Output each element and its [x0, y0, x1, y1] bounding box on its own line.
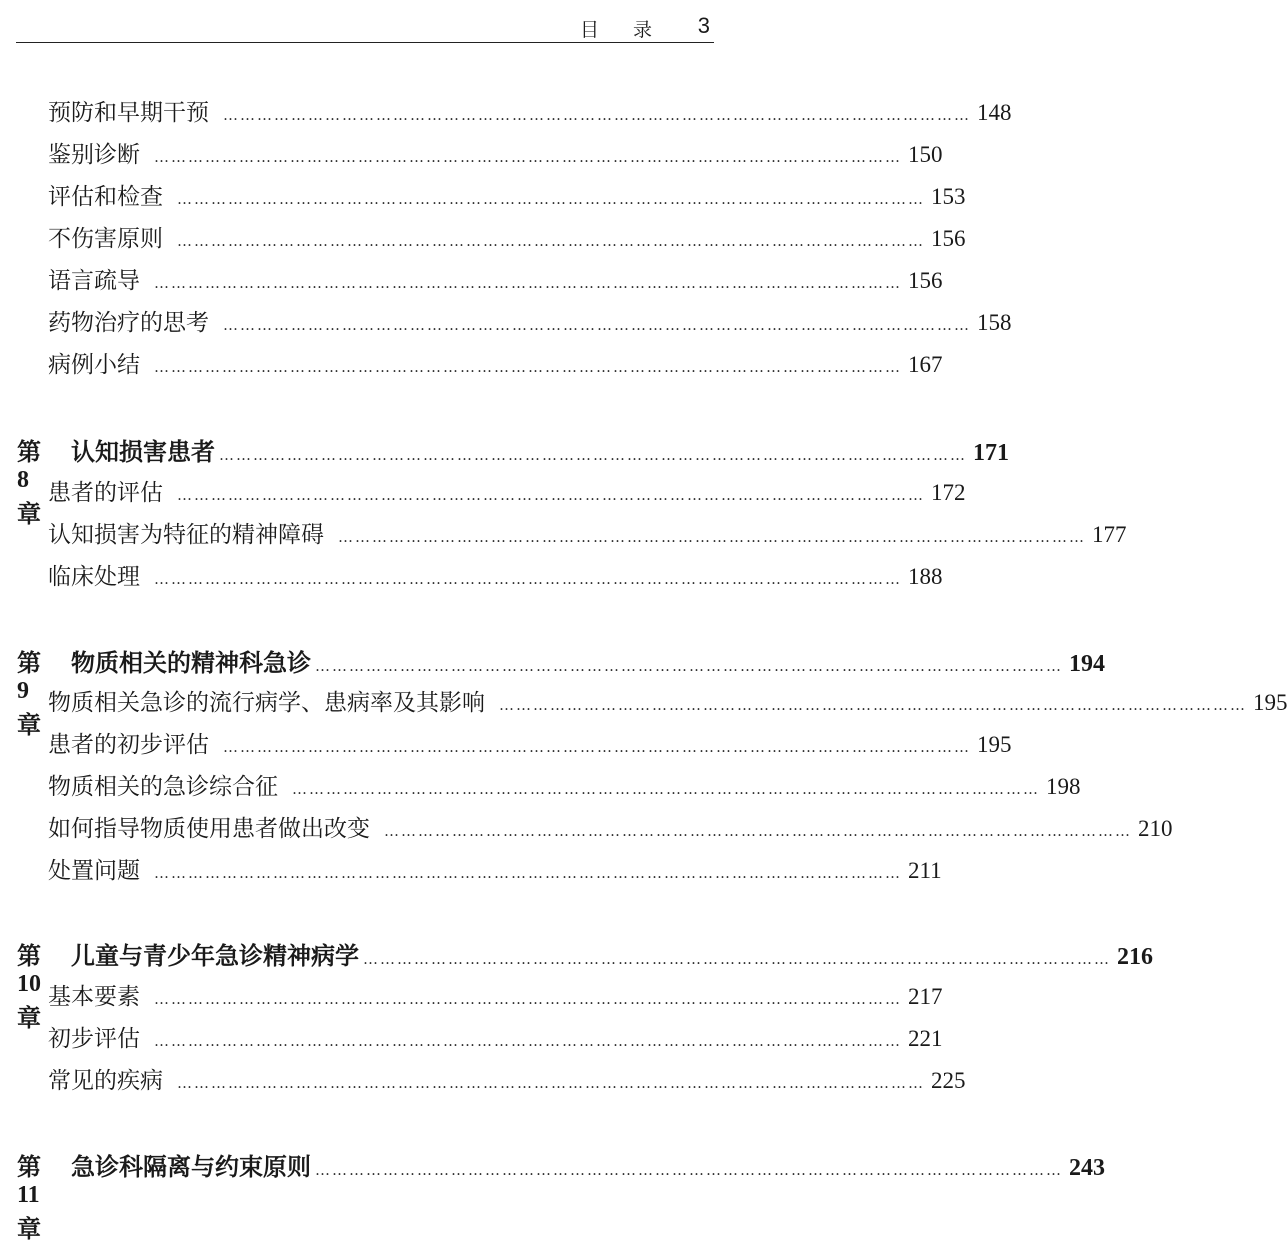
dot-leader: …………………………………………………………………………………………………………………… — [363, 950, 1111, 968]
entry-title: 病例小结 — [48, 352, 140, 378]
entry-page: 177 — [1092, 522, 1127, 547]
entry-title: 患者的初步评估 — [48, 732, 209, 758]
entry-title: 鉴别诊断 — [48, 142, 140, 168]
toc-entry[interactable] — [48, 178, 966, 210]
toc-entry[interactable] — [48, 262, 943, 294]
dot-leader: …………………………………………………………………………………………………………………… — [154, 358, 902, 376]
entry-page: 188 — [908, 564, 943, 589]
dot-leader: …………………………………………………………………………………………………………………… — [384, 822, 1132, 840]
dot-leader: …………………………………………………………………………………………………………………… — [219, 446, 967, 464]
dot-leader: …………………………………………………………………………………………………………………… — [177, 486, 925, 504]
header-title: 目 录 — [579, 19, 666, 41]
entry-title: 常见的疾病 — [48, 1068, 163, 1094]
toc-entry[interactable] — [48, 810, 1173, 842]
chapter-page: 194 — [1069, 651, 1105, 677]
entry-title: 药物治疗的思考 — [48, 310, 209, 336]
chapter-page: 216 — [1117, 944, 1153, 970]
entry-title: 基本要素 — [48, 984, 140, 1010]
dot-leader: …………………………………………………………………………………………………………………… — [223, 106, 971, 124]
entry-page: 217 — [908, 984, 943, 1009]
toc-entry[interactable] — [48, 1020, 943, 1052]
dot-leader: …………………………………………………………………………………………………………………… — [338, 528, 1086, 546]
dot-leader: …………………………………………………………………………………………………………………… — [499, 696, 1247, 714]
entry-title: 患者的评估 — [48, 480, 163, 506]
dot-leader: …………………………………………………………………………………………………………………… — [154, 864, 902, 882]
dot-leader: …………………………………………………………………………………………………………………… — [154, 148, 902, 166]
dot-leader: …………………………………………………………………………………………………………………… — [154, 990, 902, 1008]
toc-entry[interactable] — [48, 726, 1012, 758]
toc-entry[interactable] — [48, 558, 943, 590]
entry-page: 195 — [977, 732, 1012, 757]
toc-entry[interactable] — [48, 346, 943, 378]
page-number: 3 — [697, 13, 710, 38]
chapter-title: 认知损害患者 — [71, 437, 215, 466]
toc-entry[interactable] — [48, 94, 1012, 126]
toc-entry[interactable] — [48, 978, 943, 1010]
entry-title: 初步评估 — [48, 1026, 140, 1052]
toc-entry[interactable] — [48, 768, 1081, 800]
entry-page: 210 — [1138, 816, 1173, 841]
entry-page: 150 — [908, 142, 943, 167]
dot-leader: …………………………………………………………………………………………………………………… — [154, 274, 902, 292]
entry-page: 148 — [977, 100, 1012, 125]
entry-title: 认知损害为特征的精神障碍 — [48, 522, 324, 548]
entry-title: 评估和检查 — [48, 184, 163, 210]
toc-entry[interactable] — [48, 684, 1288, 716]
entry-title: 临床处理 — [48, 564, 140, 590]
entry-title: 如何指导物质使用患者做出改变 — [48, 816, 370, 842]
toc-entry[interactable] — [48, 136, 943, 168]
toc-entry[interactable] — [48, 1062, 966, 1094]
chapter-number: 第 10 章 — [17, 944, 41, 1032]
chapter-title: 物质相关的精神科急诊 — [71, 648, 311, 677]
dot-leader: …………………………………………………………………………………………………………………… — [315, 657, 1063, 675]
running-header — [16, 0, 714, 43]
entry-page: 211 — [908, 858, 942, 883]
entry-page: 195 — [1253, 690, 1288, 715]
chapter-title: 儿童与青少年急诊精神病学 — [71, 941, 359, 970]
dot-leader: …………………………………………………………………………………………………………………… — [292, 780, 1040, 798]
toc-entry[interactable] — [48, 304, 1012, 336]
toc-entry[interactable] — [48, 516, 1127, 548]
entry-page: 156 — [908, 268, 943, 293]
entry-title: 预防和早期干预 — [48, 100, 209, 126]
dot-leader: …………………………………………………………………………………………………………………… — [223, 738, 971, 756]
toc-entry[interactable] — [48, 220, 966, 252]
dot-leader: …………………………………………………………………………………………………………………… — [177, 190, 925, 208]
entry-title: 物质相关的急诊综合征 — [48, 774, 278, 800]
dot-leader: …………………………………………………………………………………………………………………… — [177, 232, 925, 250]
entry-title: 不伤害原则 — [48, 226, 163, 252]
chapter-page: 243 — [1069, 1155, 1105, 1181]
dot-leader: …………………………………………………………………………………………………………………… — [315, 1161, 1063, 1179]
toc-entry[interactable] — [48, 474, 966, 506]
entry-page: 153 — [931, 184, 966, 209]
entry-page: 156 — [931, 226, 966, 251]
entry-page: 172 — [931, 480, 966, 505]
dot-leader: …………………………………………………………………………………………………………………… — [154, 1032, 902, 1050]
entry-title: 物质相关急诊的流行病学、患病率及其影响 — [48, 690, 485, 716]
entry-page: 221 — [908, 1026, 943, 1051]
toc-entry[interactable] — [48, 852, 942, 884]
dot-leader: …………………………………………………………………………………………………………………… — [223, 316, 971, 334]
dot-leader: …………………………………………………………………………………………………………………… — [177, 1074, 925, 1092]
entry-title: 语言疏导 — [48, 268, 140, 294]
entry-page: 167 — [908, 352, 943, 377]
entry-page: 198 — [1046, 774, 1081, 799]
dot-leader: …………………………………………………………………………………………………………………… — [154, 570, 902, 588]
entry-page: 225 — [931, 1068, 966, 1093]
chapter-number: 第 9 章 — [17, 651, 41, 739]
chapter-page: 171 — [973, 440, 1009, 466]
chapter-number: 第 11 章 — [17, 1155, 41, 1243]
chapter-number: 第 8 章 — [17, 440, 41, 528]
chapter-heading[interactable] — [17, 1147, 1105, 1243]
entry-page: 158 — [977, 310, 1012, 335]
entry-title: 处置问题 — [48, 858, 140, 884]
chapter-title: 急诊科隔离与约束原则 — [71, 1152, 311, 1181]
